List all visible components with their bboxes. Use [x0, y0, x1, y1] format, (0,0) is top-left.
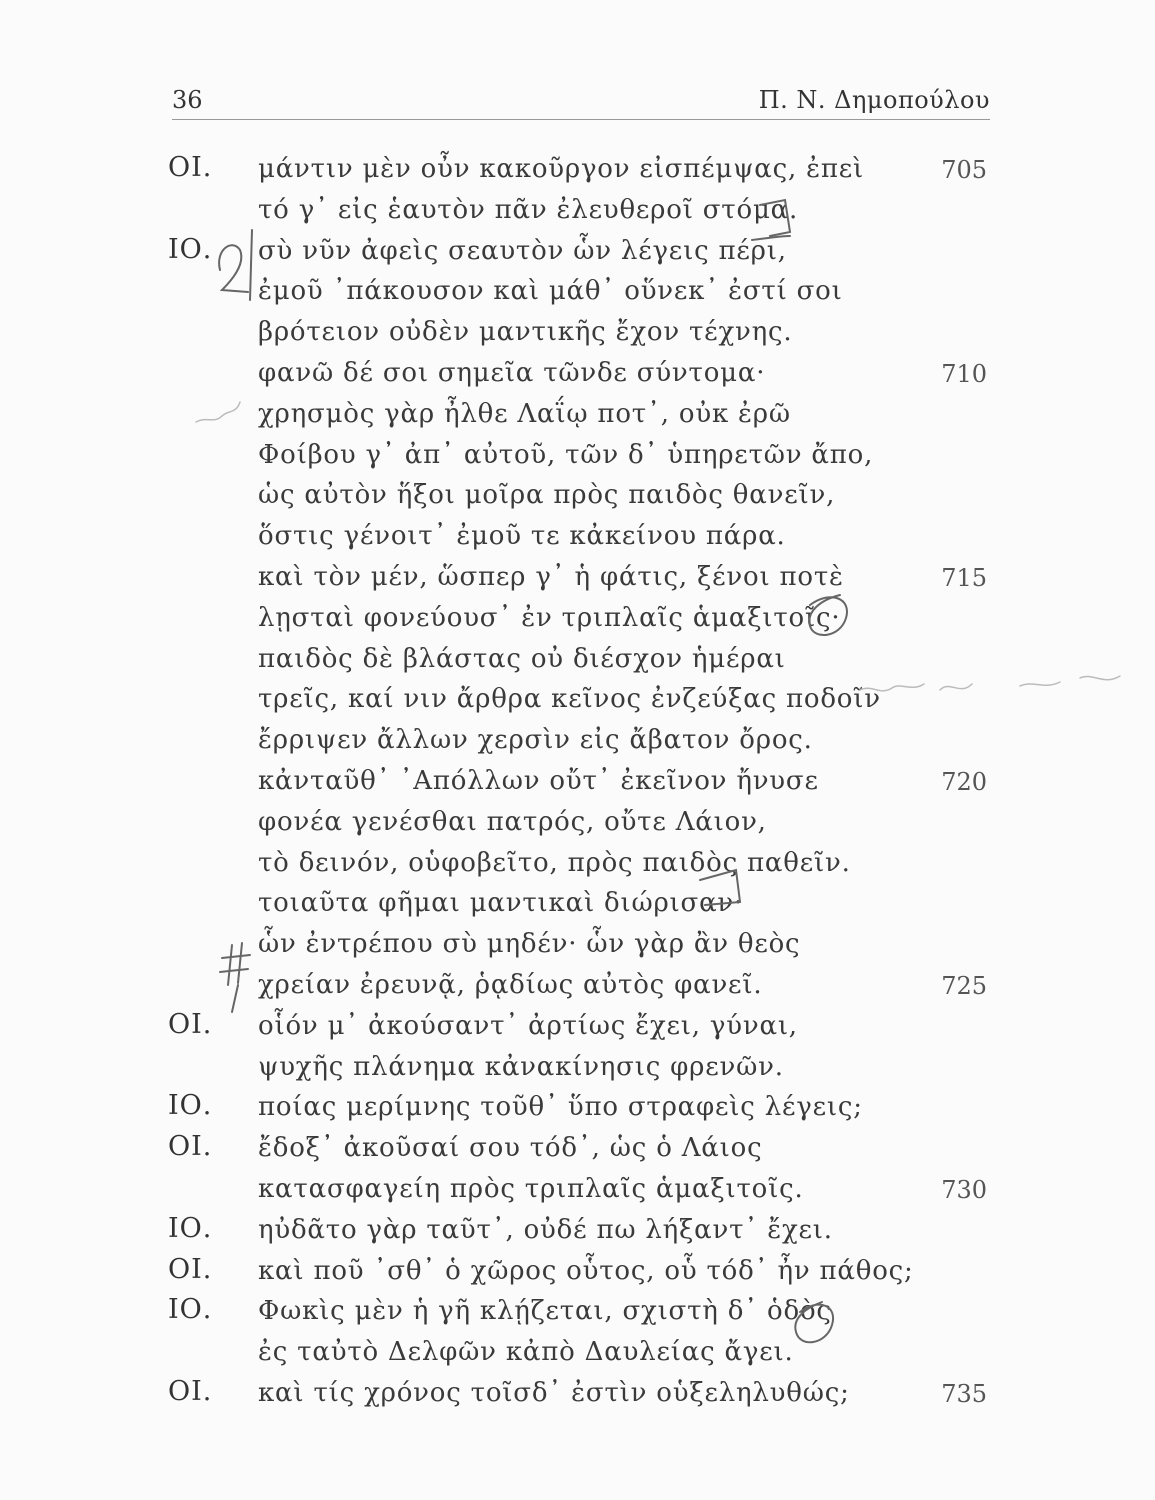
- verse-line: [0, 193, 1155, 234]
- verse-line: [0, 478, 1155, 519]
- running-head: Π. Ν. Δημοπούλου: [758, 86, 990, 114]
- verse-line: [0, 519, 1155, 560]
- verse-line: [0, 1376, 1155, 1417]
- verse-line: [0, 1050, 1155, 1091]
- speaker-label: ΙΟ.: [168, 1090, 213, 1122]
- line-number: 720: [941, 767, 987, 796]
- verse-text: ὡς αὐτὸν ἥξοι μοῖρα πρὸς παιδὸς θανεῖν,: [258, 480, 836, 511]
- line-number: 725: [941, 971, 987, 1000]
- verse-line: [0, 1294, 1155, 1335]
- verse-text: ἐμοῦ ᾽πάκουσον καὶ μάθ᾽ οὕνεκ᾽ ἐστί σοι: [258, 276, 843, 307]
- line-number: 710: [941, 359, 987, 388]
- verse-line: [0, 438, 1155, 479]
- verse-line: [0, 642, 1155, 683]
- speaker-label: ΙΟ.: [168, 1212, 213, 1244]
- verse-line: [0, 723, 1155, 764]
- verse-text: Φοίβου γ᾽ ἀπ᾽ αὐτοῦ, τῶν δ᾽ ὑπηρετῶν ἄπο,: [258, 439, 874, 470]
- verse-line: [0, 846, 1155, 887]
- verse-text: χρησμὸς γὰρ ἦλθε Λαΐῳ ποτ᾽, οὐκ ἐρῶ: [258, 398, 791, 429]
- verse-line: [0, 397, 1155, 438]
- verse-line: [0, 1213, 1155, 1254]
- verse-text: ποίας μερίμνης τοῦθ᾽ ὕπο στραφεὶς λέγεις;: [258, 1092, 863, 1123]
- verse-line: [0, 356, 1155, 397]
- speaker-label: ΙΟ.: [168, 233, 213, 265]
- verse-text: καὶ ποῦ ᾽σθ᾽ ὁ χῶρος οὗτος, οὗ τόδ᾽ ἦν πάθος;: [258, 1255, 914, 1286]
- verse-text: ὧν ἐντρέπου σὺ μηδέν· ὧν γὰρ ἂν θεὸς: [258, 929, 801, 960]
- verse-text: σὺ νῦν ἀφεὶς σεαυτὸν ὧν λέγεις πέρι,: [258, 235, 787, 266]
- verse-line: [0, 315, 1155, 356]
- verse-text: κἀνταῦθ᾽ ᾽Απόλλων οὔτ᾽ ἐκεῖνον ἤνυσε: [258, 765, 819, 796]
- verse-line: [0, 560, 1155, 601]
- verse-text: χρείαν ἐρευνᾷ, ῥᾳδίως αὐτὸς φανεῖ.: [258, 969, 763, 1000]
- verse-text: τὸ δεινόν, οὑφοβεῖτο, πρὸς παιδὸς παθεῖν.: [258, 847, 851, 878]
- verse-line: [0, 1009, 1155, 1050]
- verse-text: ηὐδᾶτο γὰρ ταῦτ᾽, οὐδέ πω λήξαντ᾽ ἔχει.: [258, 1214, 833, 1245]
- verse-text: καὶ τίς χρόνος τοῖσδ᾽ ἐστὶν οὑξεληλυθώς;: [258, 1377, 850, 1408]
- verse-line: [0, 274, 1155, 315]
- verse-text: κατασφαγείη πρὸς τριπλαῖς ἁμαξιτοῖς.: [258, 1173, 804, 1204]
- verse-text: ψυχῆς πλάνημα κἀνακίνησις φρενῶν.: [258, 1051, 784, 1082]
- verse-text: τοιαῦτα φῆμαι μαντικαὶ διώρισαν·: [258, 888, 744, 919]
- verse-text: τό γ᾽ εἰς ἑαυτὸν πᾶν ἐλευθεροῖ στόμα.: [258, 194, 799, 225]
- verse-line: [0, 927, 1155, 968]
- line-number: 705: [941, 156, 987, 184]
- verse-line: [0, 968, 1155, 1009]
- page-number: 36: [172, 86, 203, 114]
- verse-line: [0, 682, 1155, 723]
- verse-text: ἔδοξ᾽ ἀκοῦσαί σου τόδ᾽, ὡς ὁ Λάιος: [258, 1133, 763, 1164]
- verse-text: ἐς ταὐτὸ Δελφῶν κἀπὸ Δαυλείας ἄγει.: [258, 1337, 794, 1368]
- line-number: 730: [941, 1175, 987, 1204]
- verse-text: καὶ τὸν μέν, ὥσπερ γ᾽ ἡ φάτις, ξένοι ποτὲ: [258, 561, 844, 592]
- verse-line: [0, 234, 1155, 275]
- verse-text: μάντιν μὲν οὖν κακοῦργον εἰσπέμψας, ἐπεὶ: [258, 154, 865, 184]
- verse-text: τρεῖς, καί νιν ἄρθρα κεῖνος ἐνζεύξας ποδοῖν: [258, 684, 881, 715]
- line-number: 715: [941, 563, 987, 592]
- verse-text: λῃσταὶ φονεύουσ᾽ ἐν τριπλαῖς ἁμαξιτοῖς·: [258, 602, 841, 633]
- verse-line: [0, 805, 1155, 846]
- verse-text: ἔρριψεν ἄλλων χερσὶν εἰς ἄβατον ὄρος.: [258, 725, 813, 756]
- verse-line: [0, 1254, 1155, 1295]
- verse-text: φανῶ δέ σοι σημεῖα τῶνδε σύντομα·: [258, 357, 766, 388]
- speaker-label: ΟΙ.: [168, 1253, 213, 1285]
- verse-line: [0, 601, 1155, 642]
- verse-line: [0, 764, 1155, 805]
- speaker-label: ΙΟ.: [168, 1294, 213, 1326]
- verse-line: [0, 1172, 1155, 1213]
- verse-line: [0, 886, 1155, 927]
- verse-text: ὅστις γένοιτ᾽ ἐμοῦ τε κἀκείνου πάρα.: [258, 521, 786, 552]
- verse-line: [0, 1090, 1155, 1131]
- verse-text: βρότειον οὐδὲν μαντικῆς ἔχον τέχνης.: [258, 317, 793, 348]
- verse-line: [0, 152, 1155, 193]
- verse-lines: [0, 152, 1155, 1417]
- line-number: 735: [941, 1379, 987, 1408]
- verse-line: [0, 1335, 1155, 1376]
- speaker-label: ΟΙ.: [168, 152, 213, 183]
- verse-text: οἷόν μ᾽ ἀκούσαντ᾽ ἀρτίως ἔχει, γύναι,: [258, 1010, 798, 1041]
- speaker-label: ΟΙ.: [168, 1375, 213, 1407]
- verse-text: Φωκὶς μὲν ἡ γῆ κλῄζεται, σχιστὴ δ᾽ ὁδὸς: [258, 1296, 832, 1327]
- verse-line: [0, 1131, 1155, 1172]
- verse-text: φονέα γενέσθαι πατρός, οὔτε Λάιον,: [258, 806, 767, 837]
- header-rule: [172, 119, 990, 120]
- speaker-label: ΟΙ.: [168, 1008, 213, 1040]
- page-header: [172, 78, 990, 118]
- speaker-label: ΟΙ.: [168, 1131, 213, 1163]
- verse-text: παιδὸς δὲ βλάστας οὐ διέσχον ἡμέραι: [258, 643, 786, 674]
